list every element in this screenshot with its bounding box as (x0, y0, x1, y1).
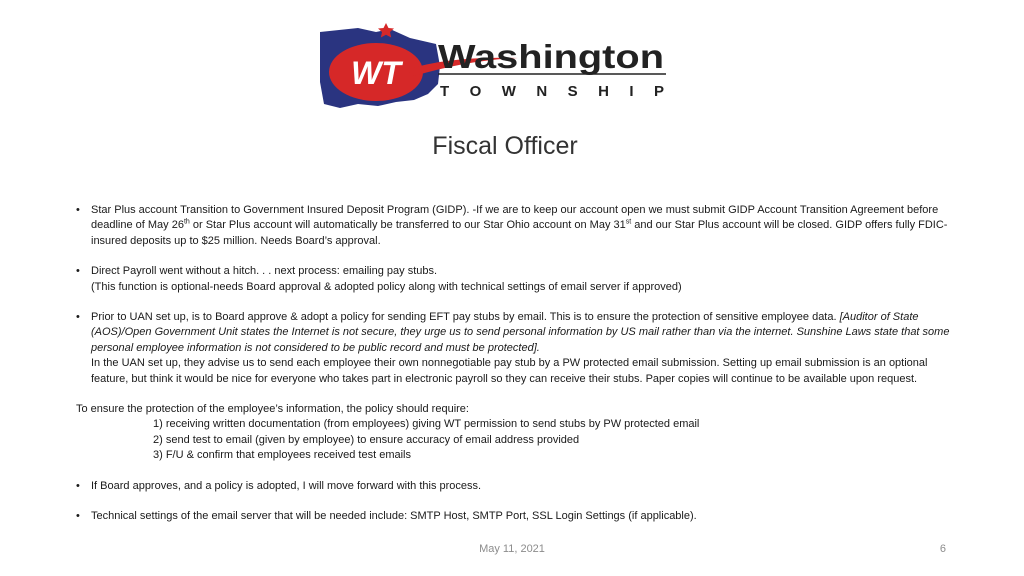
policy-item: 2) send test to email (given by employee) to ensure accuracy of email address provided (153, 433, 580, 446)
bullet-technical-settings: • Technical settings of the email server that will be needed include: SMTP Host, SMTP Port, SSL Login Settings (if applicable). (76, 509, 964, 524)
bullet-star-plus-text-3: and our Star Plus account will be closed. GIDP offers fully FDIC-insured deposits up to $25 million. Needs Board’s approval. (91, 219, 948, 247)
bullet-star-plus-text-1: Star Plus account Transition to Government Insured Deposit Program (GIDP). -If we are to keep our account open we must submit GIDP Account Transition Agreement before deadline of May 26 (91, 204, 939, 232)
bullet-star-plus (76, 203, 964, 249)
bullet-uan-setup (76, 310, 964, 387)
policy-item: 3) F/U & confirm that employees received test emails (153, 449, 411, 462)
bullet-direct-payroll-line-1: • Direct Payroll went without a hitch. . . next process: emailing pay stubs. (91, 265, 438, 278)
policy-item: 1) receiving written documentation (from employees) giving WT permission to send stubs by PW protected email (153, 418, 700, 431)
bullet-star-plus-text-2: or Star Plus account will automatically be transferred to our Star Ohio account on May 31 (189, 219, 626, 232)
logo-word-washington: Washington (438, 38, 664, 75)
logo-initials: WT (351, 55, 401, 91)
logo-word-township: T O W N S H I P (440, 83, 664, 100)
footer-date: May 11, 2021 (479, 543, 545, 555)
bullet-direct-payroll (76, 264, 964, 295)
bullet-uan-italic-note: [Auditor of State (AOS)/Open Government Unit states the Internet is not secure, they urge us to send personal information by US mail rather than via the internet. Sunshine Laws state that some personal employee information is not considered to be public record and must be protected]. (91, 311, 950, 354)
page-number: 6 (939, 543, 946, 555)
policy-list (76, 417, 964, 463)
bullet-board-approves: • If Board approves, and a policy is adopted, I will move forward with this process. (76, 479, 964, 494)
bullet-direct-payroll-line-2: (This function is optional-needs Board approval & adopted policy along with technical settings of email server if approved) (91, 280, 682, 293)
washington-township-logo (318, 22, 670, 108)
bullet-uan-text-2: In the UAN set up, they advise us to send each employee their own nonnegotiable pay stub by a PW protected email submission. Setting up email submission is an optional feature, but think it would be nice for everyone who takes part in electronic payroll so they can receive their stubs. Paper copies will continue to be available upon request. (91, 357, 928, 385)
logo-graphic (318, 22, 670, 108)
policy-intro: To ensure the protection of the employee’s information, the policy should require: (76, 403, 469, 416)
slide-content (76, 203, 964, 525)
bullet-star-plus-sup-2: st (625, 218, 632, 226)
bullet-uan-text-1: Prior to UAN set up, is to Board approve & adopt a policy for sending EFT pay stubs by email. This is to ensure the protection of sensitive employee data. (91, 311, 840, 324)
page-title: Fiscal Officer (432, 132, 578, 160)
bullet-star-plus-sup-1: th (183, 218, 190, 226)
